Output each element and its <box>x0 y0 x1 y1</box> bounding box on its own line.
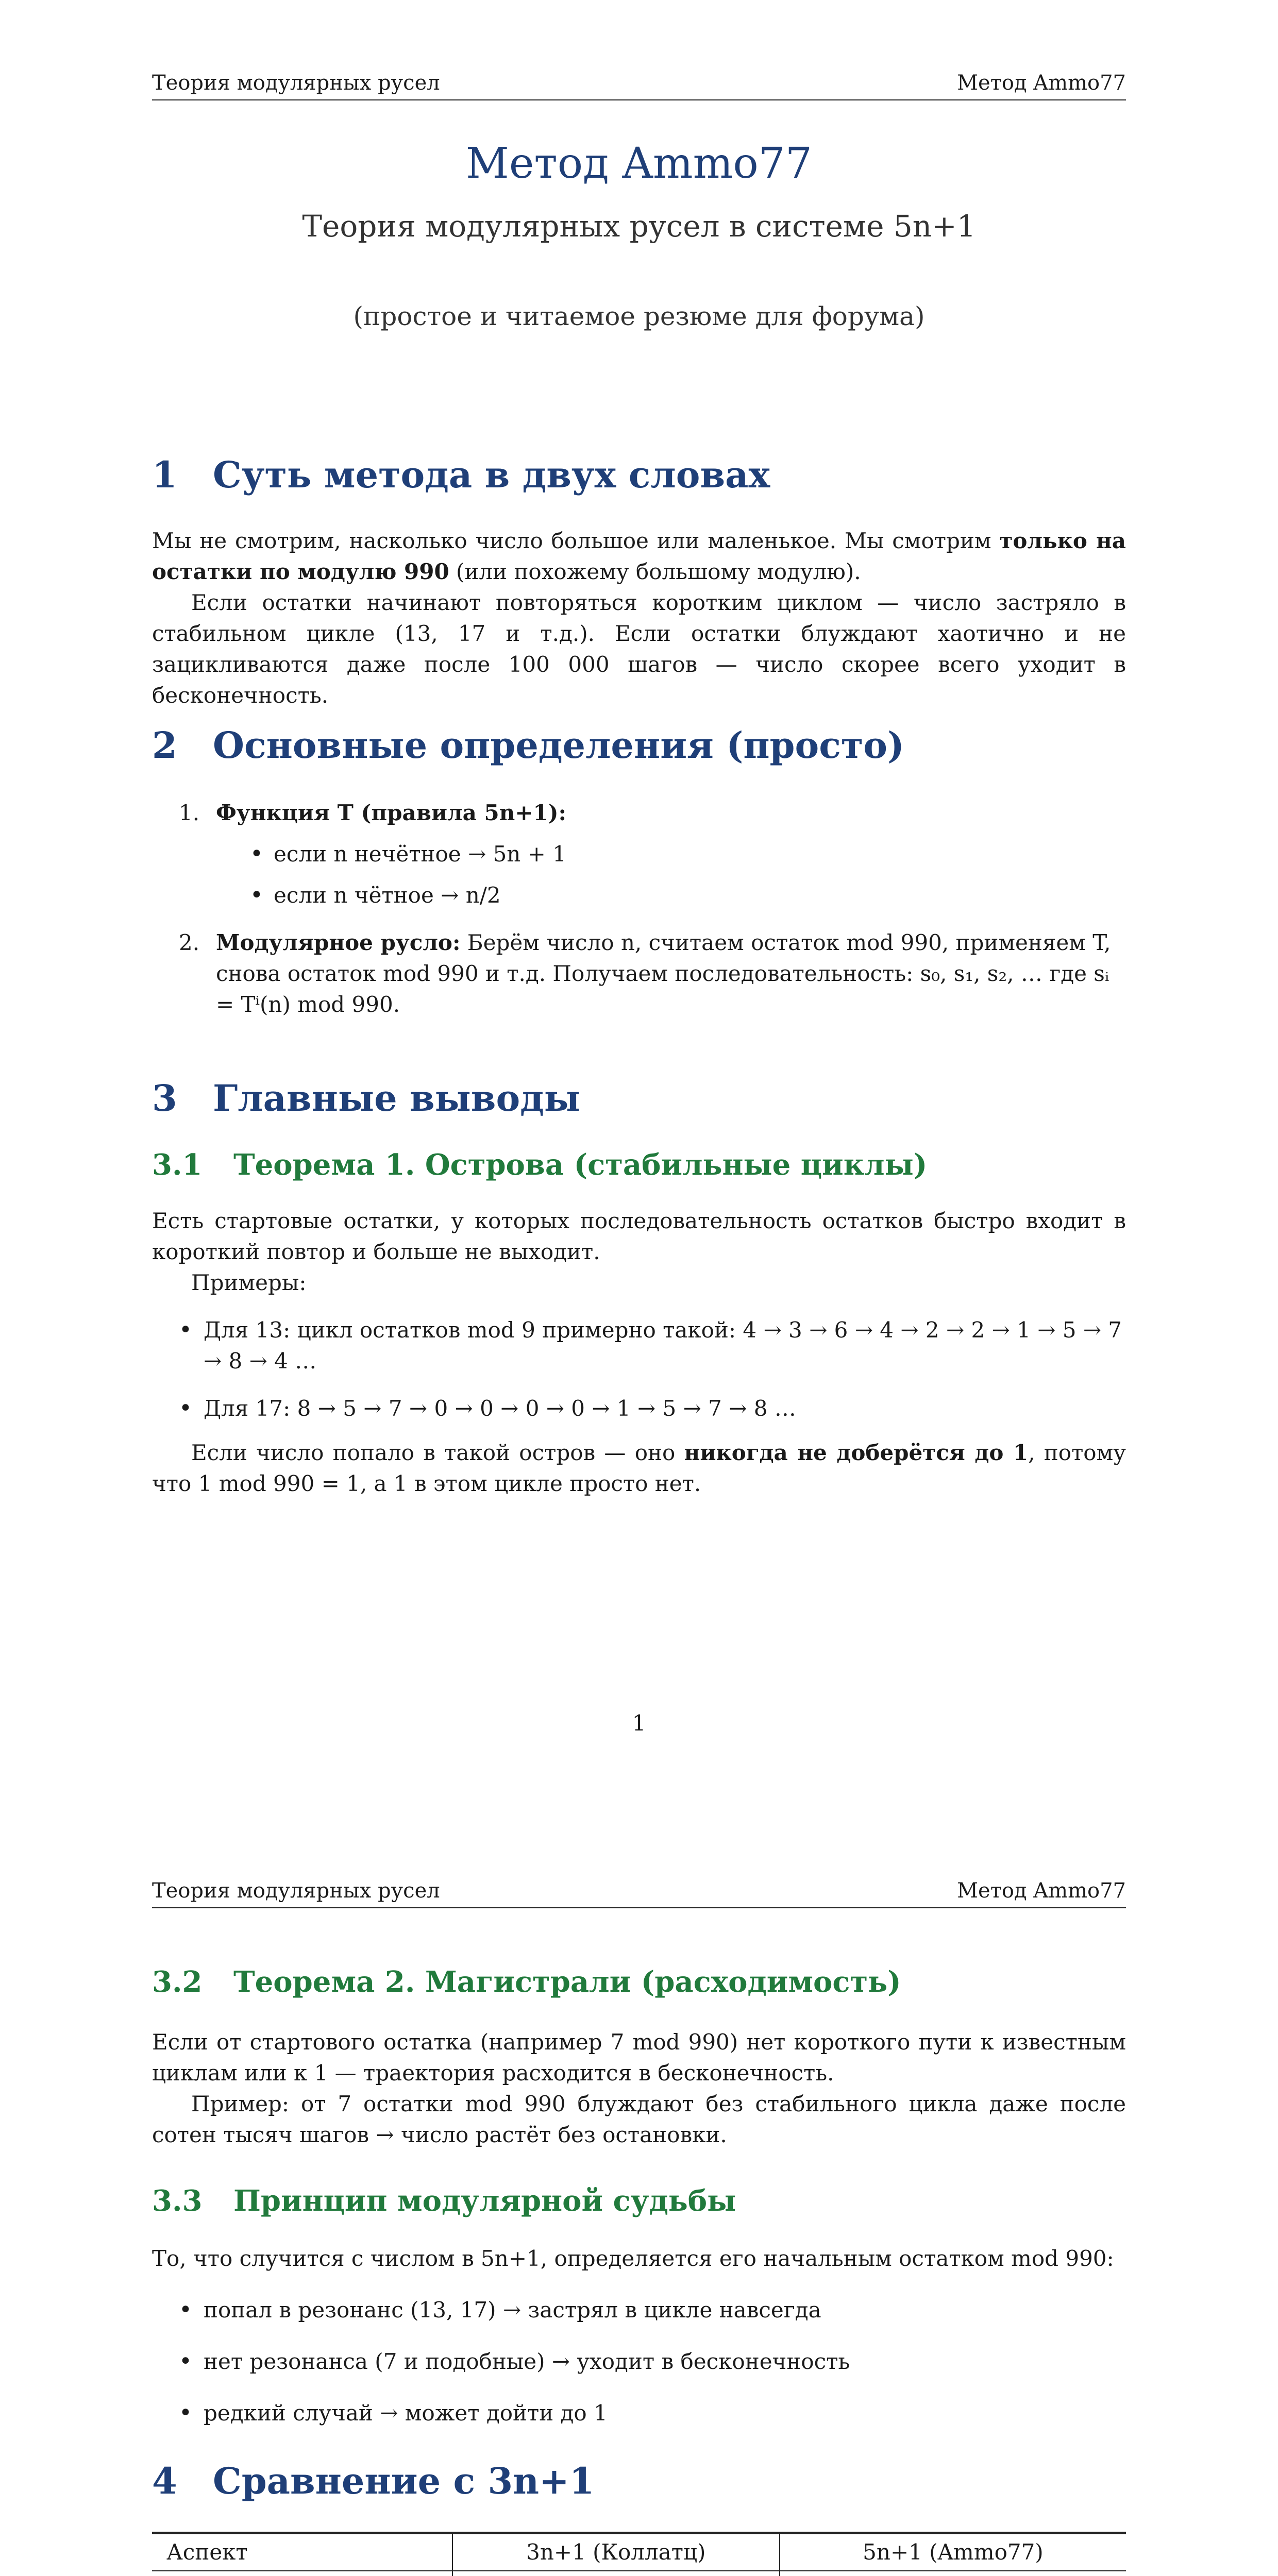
subsection-3-2-heading <box>152 1965 901 1999</box>
header-left: Теория модулярных русел <box>152 71 440 95</box>
paragraph: Если остатки начинают повторяться коротким циклом — число застряло в стабильном цикле (13, 17 и т.д.). Если остатки блуждают хаотично и не зацикливаются даже после 100 000 шагов — число скорее всего уходит в бесконечность. <box>152 590 1126 708</box>
paragraph <box>152 526 1126 587</box>
list-item: • попал в резонанс (13, 17) → застрял в цикле навсегда <box>152 2295 1126 2326</box>
table-row <box>152 2571 1126 2576</box>
list-item: • Для 17: 8 → 5 → 7 → 0 → 0 → 0 → 0 → 1 → 5 → 7 → 8 … <box>152 1393 1126 1424</box>
section-2-heading <box>152 724 904 767</box>
section-number: 4 <box>152 2460 177 2502</box>
subsection-number: 3.2 <box>152 1965 203 1999</box>
document-subtitle: Теория модулярных русел в системе 5n+1 <box>302 209 976 244</box>
running-header <box>152 1876 1126 1908</box>
section-title: Главные выводы <box>213 1077 580 1120</box>
subsection-title: Принцип модулярной судьбы <box>233 2184 736 2218</box>
section-number: 3 <box>152 1077 177 1120</box>
section-number: 2 <box>152 724 177 767</box>
subsection-number: 3.3 <box>152 2184 203 2218</box>
section-4-heading <box>152 2460 594 2502</box>
comparison-table-wrap <box>152 2532 1126 2576</box>
subsection-3-3-heading <box>152 2184 736 2218</box>
bold-text: никогда не доберётся до 1 <box>684 1440 1029 1465</box>
comparison-table <box>152 2532 1126 2576</box>
paragraph: Если от стартового остатка (например 7 mod 990) нет короткого пути к известным циклам или к 1 — траектория расходится в бесконечность. <box>152 2029 1126 2086</box>
list-item: • Для 13: цикл остатков mod 9 примерно такой: 4 → 3 → 6 → 4 → 2 → 2 → 1 → 5 → 7 → 8 → 4 … <box>152 1315 1126 1377</box>
paragraph <box>152 1437 1126 1499</box>
paragraph: То, что случится с числом в 5n+1, определяется его начальным остатком mod 990: <box>152 2246 1114 2271</box>
text: , потому что 1 mod 990 = 1, а 1 в этом цикле просто нет. <box>152 1440 1126 1496</box>
section-number: 1 <box>152 453 177 496</box>
table-header: 3n+1 (Коллатц) <box>452 2533 780 2571</box>
table-header: Аспект <box>152 2533 452 2571</box>
running-header <box>152 69 1126 100</box>
header-right: Метод Ammo77 <box>957 71 1126 95</box>
list-item <box>152 798 1126 828</box>
text: (или похожему большому модулю). <box>449 559 861 584</box>
list-item: • нет резонанса (7 и подобные) → уходит в бесконечность <box>152 2346 1126 2377</box>
page-number: 1 <box>632 1710 646 1736</box>
list-number: 2. <box>179 930 200 955</box>
paragraph: Есть стартовые остатки, у которых последовательность остатков быстро входит в короткий повтор и больше не выходит. <box>152 1208 1126 1264</box>
section-title: Основные определения (просто) <box>213 724 904 767</box>
text: Берём число n, считаем остаток mod 990, применяем T, снова остаток mod 990 и т.д. Получаем последовательность: s₀, s₁, s₂, … где sᵢ = Tⁱ(n) mod 990. <box>216 930 1111 1017</box>
table-header-row <box>152 2533 1126 2571</box>
subsection-3-1-body <box>152 1206 1126 1499</box>
document-note: (простое и читаемое резюме для форума) <box>353 301 925 331</box>
header-left: Теория модулярных русел <box>152 1879 440 1903</box>
subsection-title: Теорема 2. Магистрали (расходимость) <box>233 1965 901 1999</box>
header-right: Метод Ammo77 <box>957 1879 1126 1903</box>
table-cell <box>780 2571 1126 2576</box>
paragraph: Примеры: <box>191 1270 307 1295</box>
section-1-body <box>152 526 1126 711</box>
table-cell <box>152 2571 452 2576</box>
section-1-heading <box>152 453 770 496</box>
text: Мы не смотрим, насколько число большое или маленькое. Мы смотрим <box>152 528 1000 553</box>
page-2 <box>0 1808 1278 2576</box>
bold-text: Функция T (правила 5n+1): <box>216 800 567 825</box>
list-item: • редкий случай → может дойти до 1 <box>152 2398 1126 2429</box>
bold-text: Модулярное русло: <box>216 930 461 955</box>
list-number: 1. <box>179 800 200 825</box>
list-item: • если n чётное → n/2 <box>152 880 1126 911</box>
table-cell <box>452 2571 780 2576</box>
subsection-number: 3.1 <box>152 1148 203 1182</box>
subsection-title: Теорема 1. Острова (стабильные циклы) <box>233 1148 928 1182</box>
text: Если число попало в такой остров — оно <box>191 1440 684 1465</box>
section-2-body <box>152 798 1126 1020</box>
subsection-3-3-body <box>152 2243 1126 2429</box>
section-title: Сравнение с 3n+1 <box>213 2460 595 2502</box>
document-title: Метод Ammo77 <box>465 139 813 188</box>
list-item: • если n нечётное → 5n + 1 <box>152 839 1126 870</box>
subsection-3-2-body <box>152 2027 1126 2150</box>
paragraph: Пример: от 7 остатки mod 990 блуждают без стабильного цикла даже после сотен тысяч шагов → число растёт без остановки. <box>152 2091 1126 2147</box>
section-title: Суть метода в двух словах <box>213 453 770 496</box>
subsection-3-1-heading <box>152 1148 927 1182</box>
table-header: 5n+1 (Ammo77) <box>780 2533 1126 2571</box>
bold-text: только на остатки по модулю 990 <box>152 528 1126 584</box>
section-3-heading <box>152 1077 580 1120</box>
list-item <box>152 927 1126 1020</box>
